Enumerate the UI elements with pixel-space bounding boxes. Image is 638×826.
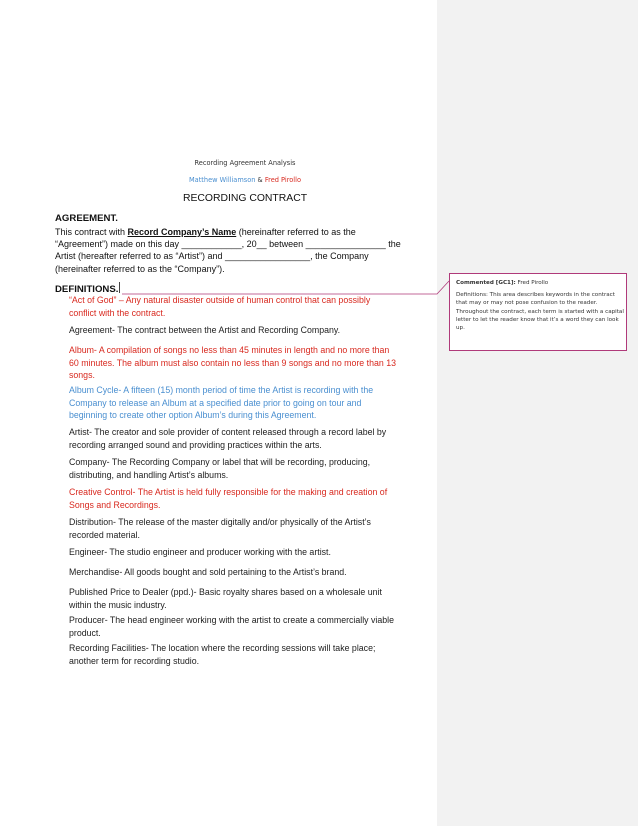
definition-merchandise [69,566,429,579]
definition-album-cycle [69,384,429,422]
agreement-line: “Agreement”) made on this day ____________, 20__ between ________________ the [55,239,401,250]
comment-text-line: that may or may not pose confusion to the reader. [456,300,598,307]
definition-line: Recording Facilities- The location where the recording sessions will take place; [69,643,376,653]
definition-line: another term for recording studio. [69,655,200,666]
definition-line: Producer- The head engineer working with the artist to create a commercially viable [69,615,394,625]
author-name: Fred Pirollo [264,176,301,184]
authors-line [55,176,435,184]
comment-header [456,279,620,287]
definition-line: recording arranged sound and providing practices within the arts. [69,439,322,450]
text-run: (hereinafter referred to as the [236,227,356,237]
definition-producer [69,614,429,639]
definition-line: Published Price to Dealer (ppd.)- Basic royalty shares based on a wholesale unit [69,587,382,597]
comment-label: Commented [GC1]: [456,280,516,286]
agreement-line: Artist (hereafter referred to as “Artist”) and _________________, the Company [55,251,369,262]
text-run: This contract with [55,227,128,237]
comment-balloon[interactable] [449,273,627,351]
definition-line: Engineer- The studio engineer and producer working with the artist. [69,547,331,557]
definition-line: Album Cycle- A fifteen (15) month period of time the Artist is recording with the [69,385,374,395]
definition-line: Company to release an Album at a specified date prior to going on tour and [69,397,362,408]
definition-line: Company- The Recording Company or label that will be recording, producing, [69,457,371,467]
definition-album [69,344,429,382]
definition-engineer [69,546,429,559]
definition-line: product. [69,627,101,638]
definition-line: 60 minutes. The album must also contain no less than 9 songs and no more than 13 [69,357,396,368]
definitions-heading-text: DEFINITIONS. [55,284,119,295]
definition-ppd [69,586,429,611]
definition-line: beginning to create other option Album’s during this Agreement. [69,410,317,421]
definition-line: “Act of God” – Any natural disaster outside of human control that can possibly [69,295,371,305]
definition-line: within the music industry. [69,599,167,610]
comment-text-line: Throughout the contract, each term is started with a capital [456,308,624,315]
definition-line: distributing, and handling Artist’s albums. [69,469,229,480]
definition-line: Merchandise- All goods bought and sold pertaining to the Artist’s brand. [69,567,347,577]
definition-agreement [69,324,429,337]
agreement-line [55,226,427,238]
definition-line: Distribution- The release of the master digitally and/or physically of the Artist’s [69,517,371,527]
comment-author: Fred Pirollo [517,280,549,286]
author-name: Matthew Williamson [188,176,256,184]
comment-text-line: letter to let the reader know that it’s a word they can look [456,316,619,323]
definition-line: Songs and Recordings. [69,499,161,510]
author-separator: & [257,176,263,184]
definition-line: Artist- The creator and sole provider of content released through a record label by [69,427,387,437]
document-title: Recording Agreement Analysis [194,159,296,167]
company-name-placeholder: Record Company’s Name [127,227,237,237]
definition-act-of-god [69,294,429,319]
definition-creative-control [69,486,429,511]
agreement-heading: AGREEMENT. [55,213,118,224]
comment-text-line: Definitions: This area describes keywords in the contract [456,292,615,299]
definition-line: Creative Control- The Artist is held fully responsible for the making and creation of [69,487,388,497]
agreement-paragraph [55,226,427,275]
text-cursor [119,282,120,293]
definition-line: songs. [69,370,95,381]
agreement-line: (hereinafter referred to as the “Company”). [55,263,225,274]
comment-text-line: up. [456,325,465,332]
definition-line: Album- A compilation of songs no less than 45 minutes in length and no more than [69,345,390,355]
definition-distribution [69,516,429,541]
definition-line: conflict with the contract. [69,307,166,318]
contract-title: RECORDING CONTRACT [182,193,308,204]
definition-company [69,456,429,481]
definition-artist [69,426,429,451]
definition-line: recorded material. [69,529,140,540]
comment-margin-pane [437,0,638,826]
definition-line: Agreement- The contract between the Artist and Recording Company. [69,325,341,335]
definition-recording-facilities [69,642,429,667]
